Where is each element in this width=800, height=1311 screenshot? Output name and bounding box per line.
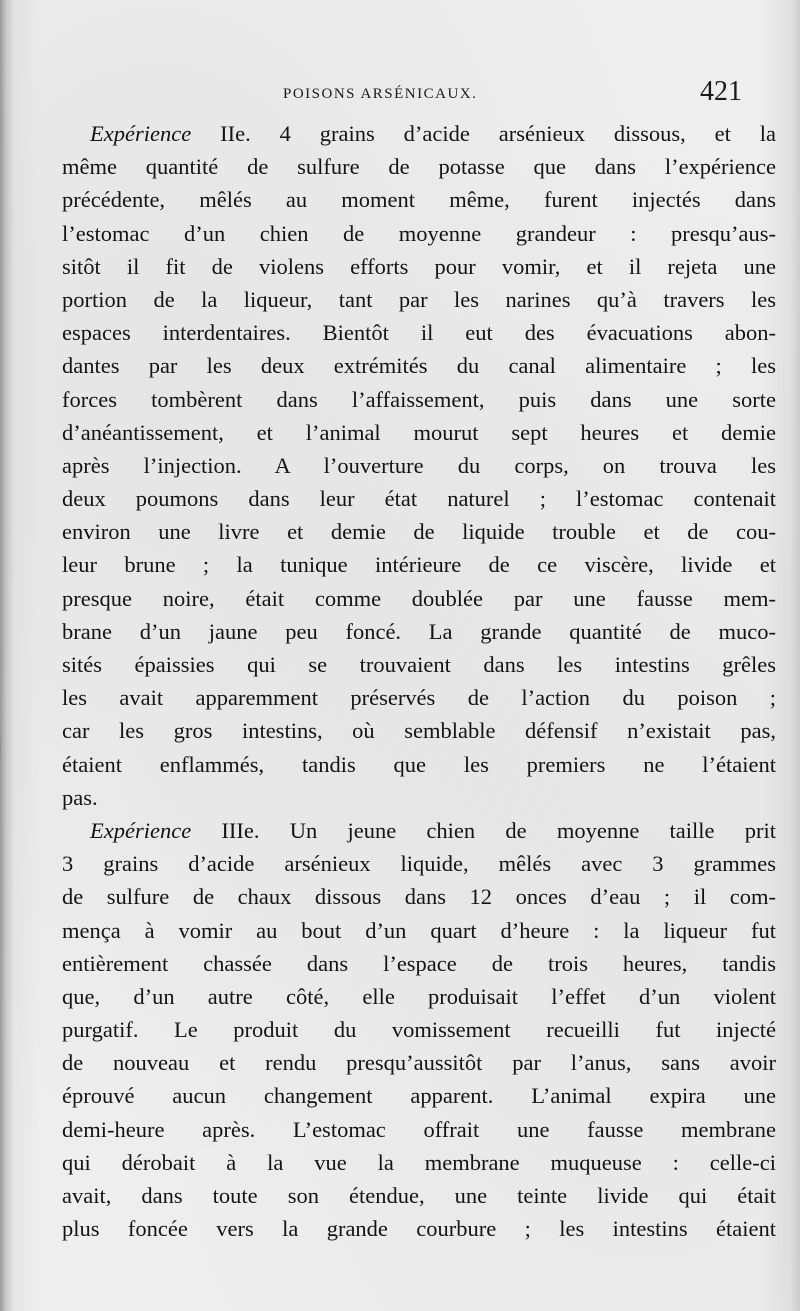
paragraph-line [62,117,776,150]
paragraph-line: car les gros intestins, où semblable défensif n’existait pas, [62,718,776,744]
paragraph-line: pas. [62,784,98,810]
paragraph-line: qui dérobait à la vue la membrane muqueuse : celle-ci [62,1149,776,1175]
paragraph-line: 3 grains d’acide arsénieux liquide, mêlés avec 3 grammes [62,851,776,877]
paragraph-line: presque noire, était comme doublée par une fausse mem- [62,585,776,611]
paragraph-line: sités épaissies qui se trouvaient dans les intestins grêles [62,652,776,677]
paragraph-line: que, d’un autre côté, elle produisait l’effet d’un violent [62,983,776,1009]
paragraph-line: mença à vomir au bout d’un quart d’heure : la liqueur fut [62,917,776,943]
paragraph-line: espaces interdentaires. Bientôt il eut des évacuations abon- [62,320,776,346]
paragraph-line: purgatif. Le produit du vomissement recueilli fut injecté [62,1017,776,1043]
body-text [62,117,776,1245]
running-title: POISONS ARSÉNICAUX. [283,86,478,102]
paragraph-line: après l’injection. A l’ouverture du corps, on trouva les [62,452,776,478]
paragraph-line: environ une livre et demie de liquide trouble et de cou- [62,519,776,545]
paragraph-line: demi-heure après. L’estomac offrait une fausse membrane [62,1116,776,1142]
paragraph-line: deux poumons dans leur état naturel ; l’estomac contenait [62,486,776,512]
paragraph-line: entièrement chassée dans l’espace de trois heures, tandis [62,950,776,976]
margin-mark [0,739,31,777]
paragraph-line: plus foncée vers la grande courbure ; les intestins étaient [62,1216,776,1242]
paragraph-line: de nouveau et rendu presqu’aussitôt par l’anus, sans avoir [62,1050,776,1076]
paragraph-line: l’estomac d’un chien de moyenne grandeur : presqu’aus- [62,220,776,246]
paragraph-line: avait, dans toute son étendue, une teinte livide qui était [62,1183,776,1208]
paragraph-line: brane d’un jaune peu foncé. La grande quantité de muco- [62,618,776,644]
paragraph-line: étaient enflammés, tandis que les premiers ne l’étaient [62,751,776,777]
paragraph-line: dantes par les deux extrémités du canal alimentaire ; les [62,353,776,379]
paragraph-line: leur brune ; la tunique intérieure de ce viscère, livide et [62,552,776,578]
paragraph-line: précédente, mêlés au moment même, furent injectés dans [62,187,776,213]
experiment-numeral: IIe. [220,121,251,146]
paragraph-line: les avait apparemment préservés de l’action du poison ; [62,685,776,711]
line-text: 4 grains d’acide arsénieux dissous, et la [279,121,777,146]
line-text: Un jeune chien de moyenne taille prit [289,817,777,843]
paragraph-line [62,814,776,847]
paragraph-line: forces tombèrent dans l’affaissement, puis dans une sorte [62,386,776,412]
paragraph-line: portion de la liqueur, tant par les narines qu’à travers les [62,286,776,312]
paragraph-line: même quantité de sulfure de potasse que dans l’expérience [62,154,776,180]
paragraph-line: sitôt il fit de violens efforts pour vomir, et il rejeta une [62,253,776,279]
page-number: 421 [700,76,742,107]
paragraph-line: de sulfure de chaux dissous dans 12 onces d’eau ; il com- [62,884,776,910]
experiment-numeral: IIIe. [221,817,260,843]
paragraph-line: d’anéantissement, et l’animal mourut sept heures et demie [62,419,776,445]
paragraph-line: éprouvé aucun changement apparent. L’animal expira une [62,1083,776,1109]
experiment-label: Expérience [90,121,192,146]
experiment-label: Expérience [90,817,192,843]
